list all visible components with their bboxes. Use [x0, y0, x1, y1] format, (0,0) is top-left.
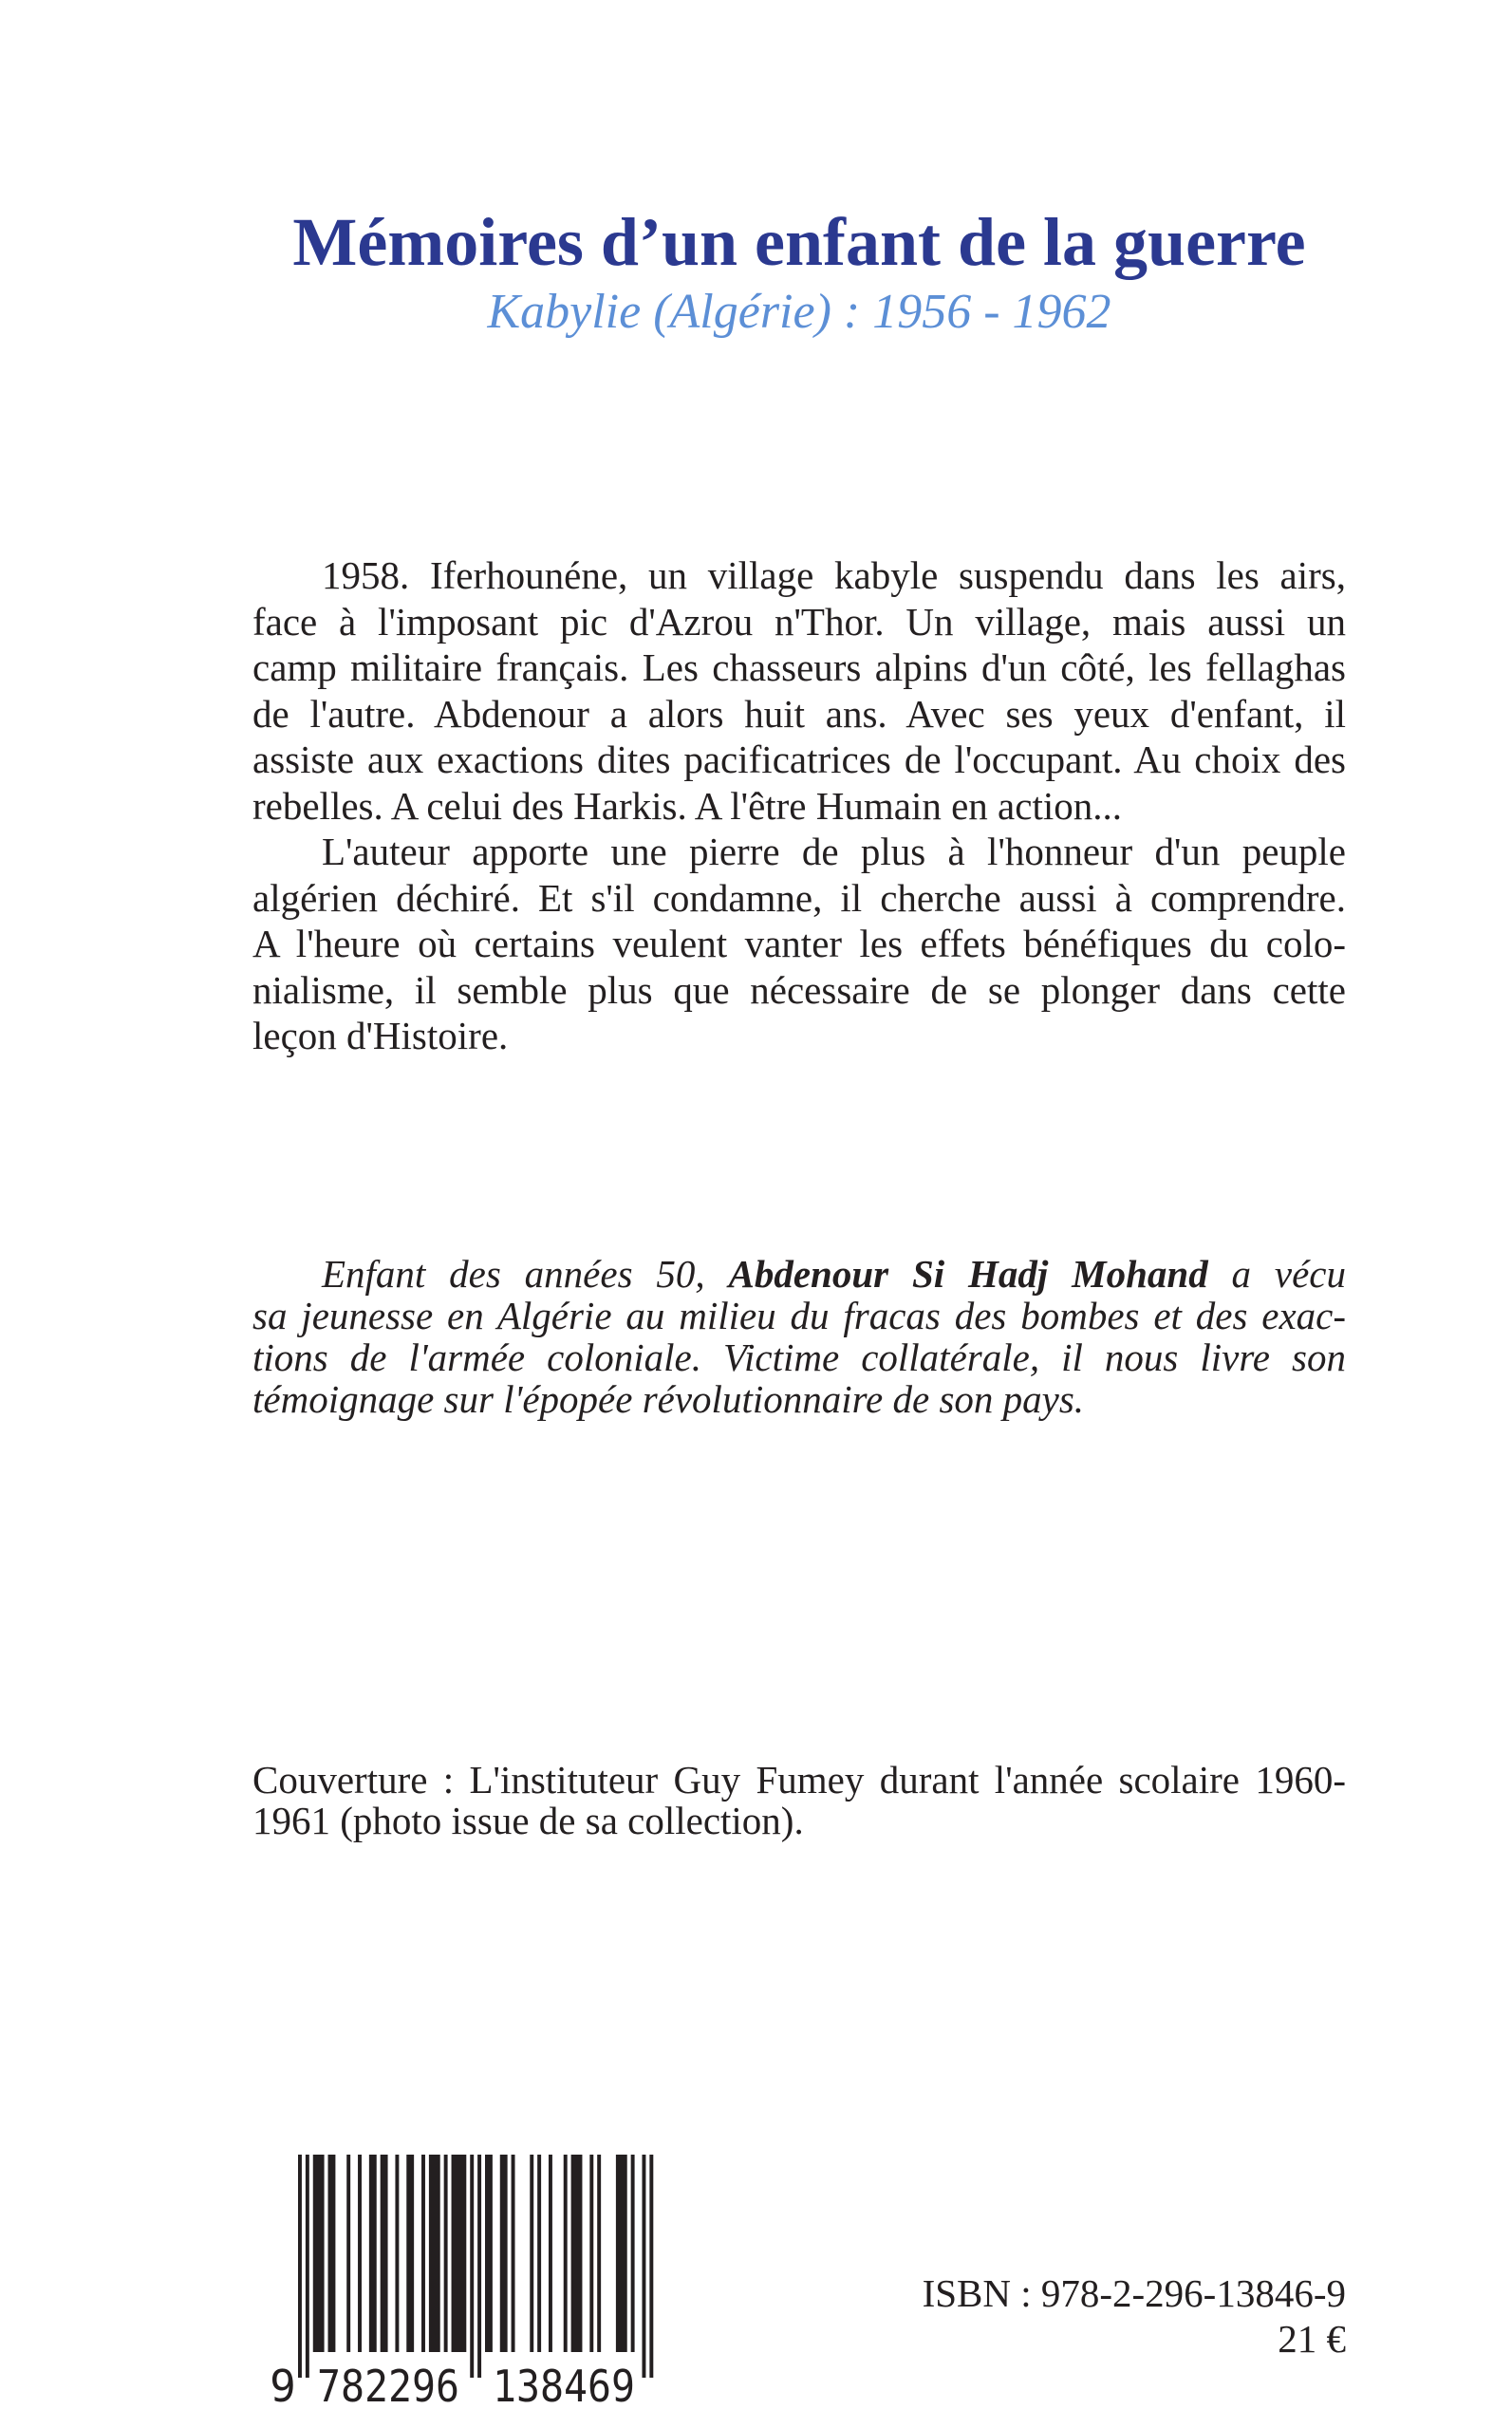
credit-line: 1961 (photo issue de sa collection). — [252, 1799, 804, 1842]
barcode-bar — [571, 2155, 583, 2352]
barcode — [266, 2147, 664, 2409]
author-name: Abdenour Si Hadj Mohand — [728, 1252, 1208, 1296]
summary-text — [252, 552, 1346, 1059]
barcode-right-digits: 138469 — [493, 2361, 635, 2409]
bio-line: tions de l'armée coloniale. Victime collatérale, il nous livre son — [252, 1335, 1346, 1379]
barcode-bar — [512, 2155, 515, 2352]
barcode-bar — [381, 2155, 388, 2352]
barcode-bar — [530, 2155, 533, 2352]
barcode-bar — [358, 2155, 362, 2352]
barcode-guard-bar — [477, 2155, 481, 2378]
cover-credit — [252, 1760, 1346, 1841]
barcode-guard-bar — [642, 2155, 645, 2378]
author-bio — [252, 1253, 1346, 1420]
summary-line: face à l'imposant pic d'Azrou n'Thor. Un village, mais aussi un — [252, 599, 1346, 644]
credit-line: Couverture : L'instituteur Guy Fumey durant l'année scolaire 1960- — [252, 1758, 1346, 1802]
summary-line: camp militaire français. Les chasseurs alpins d'un côté, les fellaghas — [252, 645, 1346, 689]
barcode-bar — [406, 2155, 414, 2352]
bio-intro: Enfant des années 50, — [322, 1252, 729, 1296]
barcode-bar — [500, 2155, 508, 2352]
barcode-bar — [421, 2155, 425, 2352]
barcode-lead-digit: 9 — [270, 2361, 296, 2409]
summary-line: leçon d'Histoire. — [252, 1014, 509, 1057]
book-subtitle: Kabylie (Algérie) : 1956 - 1962 — [487, 285, 1111, 339]
barcode-bar — [395, 2155, 399, 2352]
barcode-bar — [452, 2155, 467, 2352]
bio-line — [252, 1253, 1346, 1295]
price-label: 21 € — [1278, 2317, 1346, 2361]
summary-line: A l'heure où certains veulent vanter les effets bénéfiques du colo- — [252, 922, 1346, 965]
bio-line: sa jeunesse en Algérie au milieu du fracas des bombes et des exac- — [252, 1294, 1346, 1337]
book-title: Mémoires d’un enfant de la guerre — [292, 204, 1306, 280]
barcode-bar — [328, 2155, 336, 2352]
isbn-label: ISBN : 978-2-296-13846-9 — [922, 2271, 1346, 2315]
barcode-bar — [369, 2155, 377, 2352]
bio-line: témoignage sur l'épopée révolutionnaire de son pays. — [252, 1377, 1085, 1421]
summary-line: assiste aux exactions dites pacificatrices de l'occupant. Au choix des — [252, 738, 1346, 781]
barcode-bars — [298, 2155, 653, 2378]
summary-line: de l'autre. Abdenour a alors huit ans. Avec ses yeux d'enfant, il — [252, 691, 1346, 736]
barcode-bar — [549, 2155, 552, 2352]
barcode-bar — [631, 2155, 635, 2352]
summary-line: 1958. Iferhounéne, un village kabyle suspendu dans les airs, — [322, 553, 1346, 597]
barcode-bar — [597, 2155, 601, 2352]
barcode-bar — [485, 2155, 493, 2352]
barcode-bar — [616, 2155, 627, 2352]
barcode-guard-bar — [306, 2155, 309, 2378]
summary-line: algérien déchiré. Et s'il condamne, il cherche aussi à comprendre. — [252, 875, 1346, 920]
barcode-guard-bar — [649, 2155, 653, 2378]
barcode-guard-bar — [298, 2155, 302, 2378]
summary-line: rebelles. A celui des Harkis. A l'être Humain en action... — [252, 783, 1122, 828]
barcode-bar — [313, 2155, 325, 2352]
barcode-bar — [564, 2155, 568, 2352]
barcode-bar — [537, 2155, 541, 2352]
barcode-guard-bar — [470, 2155, 474, 2378]
summary-line: nialisme, il semble plus que nécessaire de se plonger dans cette — [252, 967, 1346, 1012]
barcode-bar — [429, 2155, 440, 2352]
barcode-bar — [589, 2155, 593, 2352]
bio-intro-end: a vécu — [1207, 1252, 1347, 1296]
barcode-left-digits: 782296 — [317, 2361, 459, 2409]
barcode-bar — [346, 2155, 350, 2352]
barcode-bar — [444, 2155, 448, 2352]
summary-line: L'auteur apporte une pierre de plus à l'honneur d'un peuple — [322, 830, 1346, 873]
